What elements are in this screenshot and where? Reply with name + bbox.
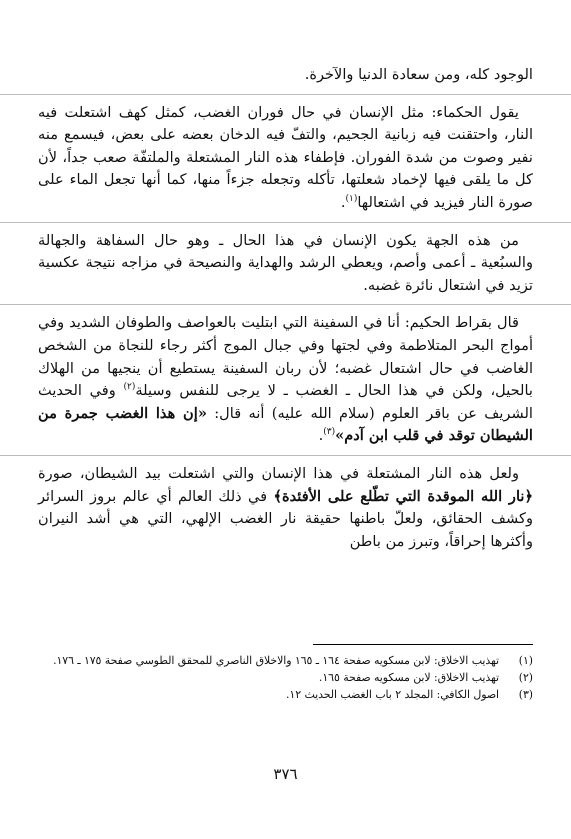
footnote-number: (١): [518, 654, 533, 667]
paragraph-fire: [38, 463, 533, 553]
paragraph-continuation: [38, 64, 533, 87]
footnote-text: اصول الكافي: المجلد ٢ باب الغضب الحديث ١٢.: [285, 688, 499, 701]
page-number: ٣٧٦: [273, 765, 298, 783]
paragraph-separator: [0, 304, 571, 305]
paragraph-aspect: [38, 230, 533, 298]
footnote-number: (٣): [518, 688, 533, 701]
footnote-item: [38, 686, 533, 703]
footnote-item: [38, 669, 533, 686]
paragraph-separator: [0, 455, 571, 456]
hadith-quote: «إن هذا الغضب جمرة من الشيطان توقد في قلب ابن آدم»: [38, 404, 533, 445]
paragraph-text: وفي الحديث الشريف عن باقر العلوم (سلام الله عليه) أنه قال:: [38, 382, 533, 422]
footnotes: [38, 652, 533, 703]
paragraph-text: يقول الحكماء: مثل الإنسان في حال فوران الغضب، كمثل كهف اشتعلت فيه النار، واحتقنت فيه زبانية الجحيم، والتفّ فيه الدخان بعضه على بعض، فيسمع منه نفير وصوت من شدة الفوران. فإطفاء هذه النار المشتعلة والملتفّة صعب جداً، لأن كل ما يلقى فيها لإخماد شعلتها، تأكله وتجعله جزءاً منها، كما أنها تجعل الماء على صورة النار فيزيد في اشتعالها: [38, 103, 533, 211]
footnote-text: تهذيب الاخلاق: لابن مسكويه صفحة ١٦٥.: [318, 671, 499, 684]
footnote-divider: [313, 644, 533, 645]
footnote-ref-2: (٢): [123, 382, 136, 393]
footnote-number: (٢): [518, 671, 533, 684]
paragraph-text: ولعل هذه النار المشتعلة في هذا الإنسان والتي اشتعلت بيد الشيطان، صورة: [38, 464, 519, 482]
paragraph-text: .: [318, 427, 324, 445]
footnote-ref-3: (٣): [323, 427, 336, 438]
footnote-ref-1: (١): [345, 194, 358, 205]
paragraph-separator: [0, 222, 571, 223]
paragraph-separator: [0, 94, 571, 95]
paragraph-text: في ذلك العالم أي عالم بروز السرائر وكشف الحقائق، ولعلّ باطنها حقيقة نار الغضب الإلهي، التي هي أشد النيران وأكثرها إحراقاً، وتبرز من باطن: [38, 487, 533, 550]
paragraph-hippocrates: [38, 312, 533, 448]
main-text: [38, 64, 533, 553]
paragraph-text: من هذه الجهة يكون الإنسان في هذا الحال ـ وهو حال السفاهة والجهالة والسبُعية ـ أعمى وأصم، ويعطي الرشد والهداية والنصيحة في مزاجه نتيجة عكسية تزيد في اشتعال نائرة غضبه.: [38, 231, 533, 294]
paragraph-text: قال بقراط الحكيم: أنا في السفينة التي ابتليت بالعواصف والطوفان الشديد وفي أمواج البحر المتلاطمة وفي لجتها وفي جبال الموج أكثر رجاء للنجاة من الشخص الغاضب في حال اشتعال غضبه؛ لأن ربان السفينة يستطيع أن ينجيها من الهلاك بالحيل، ولكن في هذا الحال ـ الغضب ـ لا يرجى للنفس وسيلة: [38, 314, 533, 400]
quran-verse: ﴿نار الله الموقدة التي تطّلع على الأفئدة﴾: [273, 487, 534, 505]
paragraph-sages: [38, 102, 533, 215]
footnote-item: [38, 652, 533, 669]
footnote-text: تهذيب الاخلاق: لابن مسكويه صفحة ١٦٤ ـ ١٦٥ والاخلاق الناصري للمحقق الطوسي صفحة ١٧٥ ـ ١٧٦.: [53, 654, 499, 667]
paragraph-text: الوجود كله، ومن سعادة الدنيا والآخرة.: [304, 66, 533, 83]
paragraph-text: .: [340, 193, 346, 211]
